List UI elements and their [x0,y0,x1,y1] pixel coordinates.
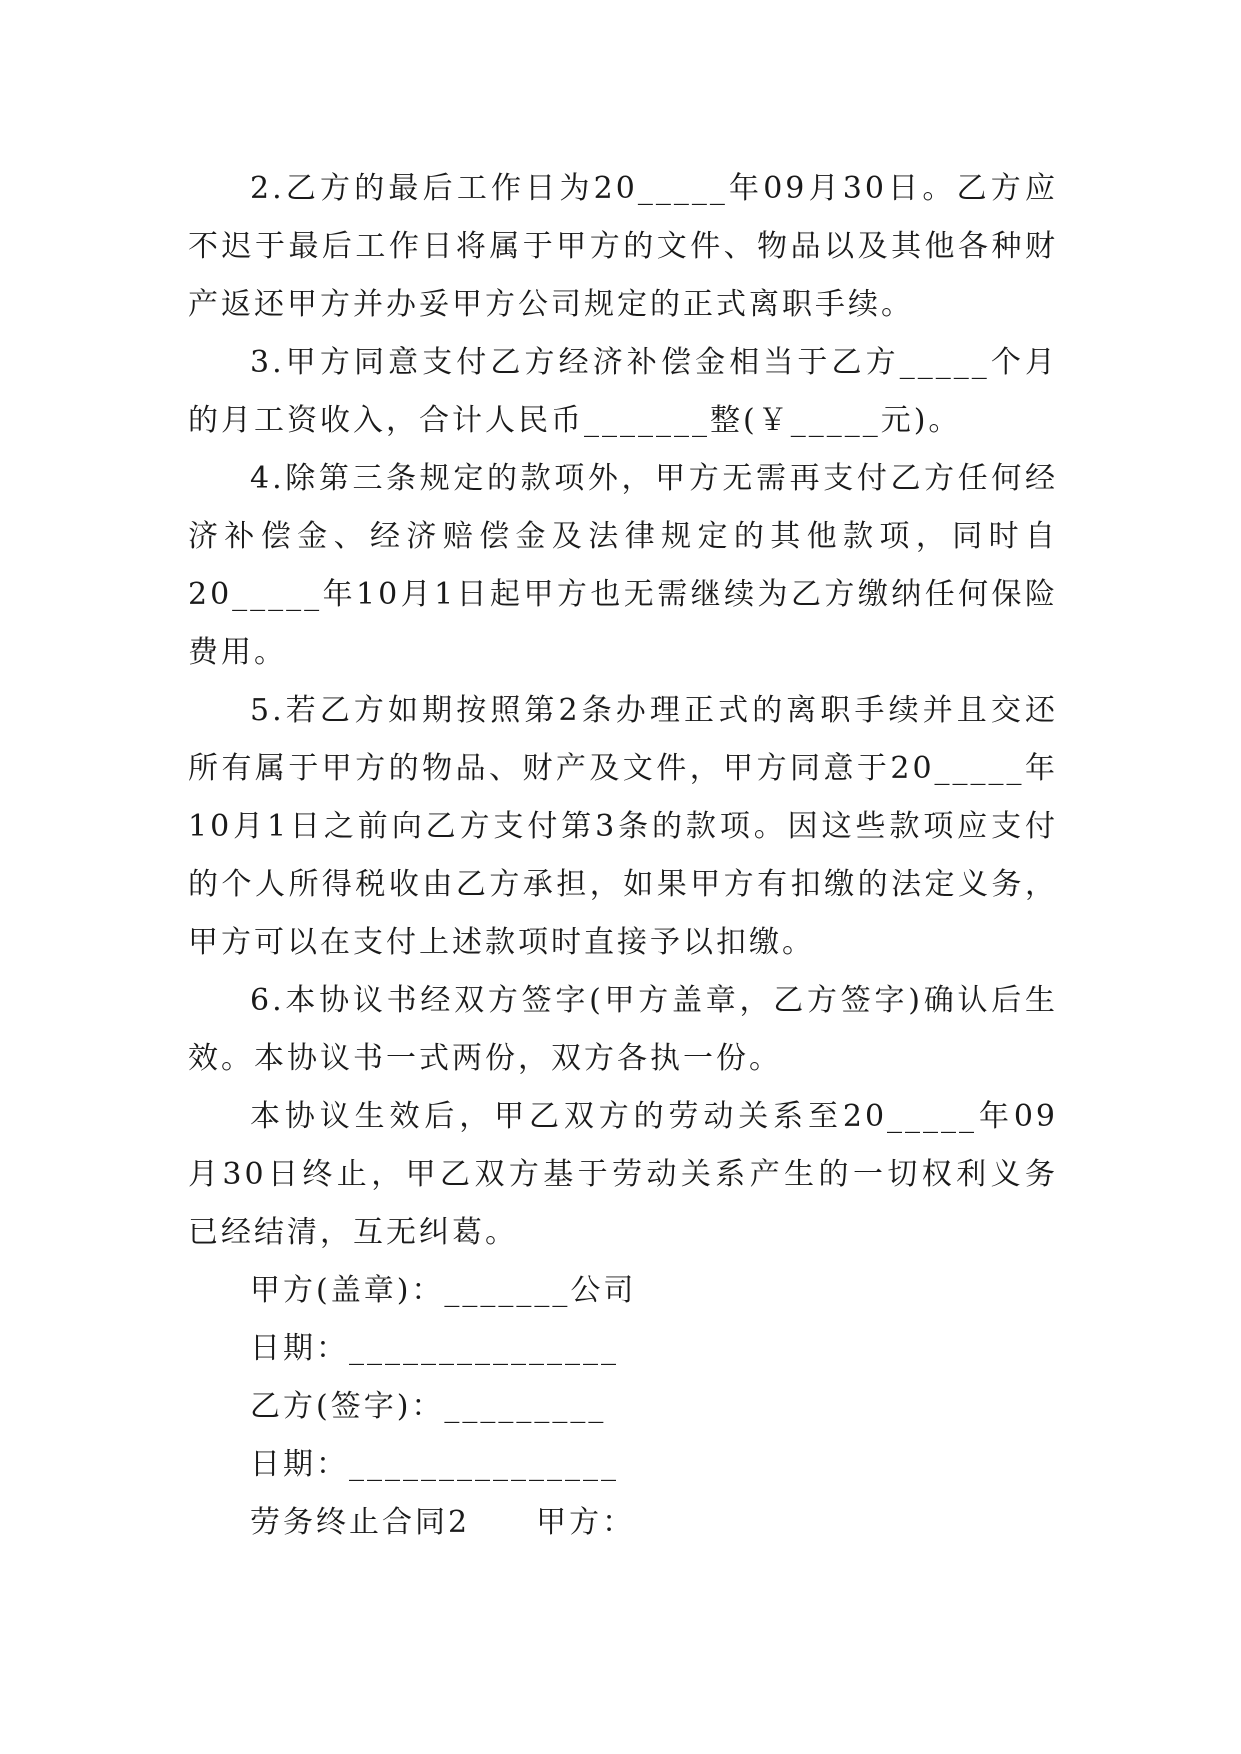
clause-6-line-1: 6.本协议书经双方签字(甲方盖章，乙方签字)确认后生 [250,983,1058,1018]
party-b-date-line: 日期：_______________ [250,1447,619,1482]
clause-4-line-1: 4.除第三条规定的款项外，甲方无需再支付乙方任何经 [250,461,1058,496]
clause-2-line-3: 产返还甲方并办妥甲方公司规定的正式离职手续。 [188,287,914,322]
effect-line-1: 本协议生效后，甲乙双方的劳动关系至20_____年09 [250,1099,1058,1134]
clause-3-line-2: 的月工资收入，合计人民币_______整(￥_____元)。 [188,403,962,438]
party-a-date-line: 日期：_______________ [250,1331,619,1366]
clause-3-line-1: 3.甲方同意支付乙方经济补偿金相当于乙方_____个月 [250,345,1058,380]
party-a-seal-line: 甲方(盖章)：_______公司 [250,1273,637,1308]
clause-5-line-5: 甲方可以在支付上述款项时直接予以扣缴。 [188,925,815,960]
clause-4-line-4: 费用。 [188,635,287,670]
document-page [188,160,1058,1552]
clause-5-line-4: 的个人所得税收由乙方承担，如果甲方有扣缴的法定义务， [188,867,1058,902]
clause-2-line-2: 不迟于最后工作日将属于甲方的文件、物品以及其他各种财 [188,229,1058,264]
next-contract-heading: 劳务终止合同2 甲方： [250,1505,636,1540]
clause-5-line-1: 5.若乙方如期按照第2条办理正式的离职手续并且交还 [250,693,1058,728]
effect-line-2: 月30日终止，甲乙双方基于劳动关系产生的一切权利义务 [188,1157,1058,1192]
clause-6-line-2: 效。本协议书一式两份，双方各执一份。 [188,1041,782,1076]
clause-5-line-3: 10月1日之前向乙方支付第3条的款项。因这些款项应支付 [188,809,1058,844]
effect-line-3: 已经结清，互无纠葛。 [188,1215,518,1250]
party-b-signature-line: 乙方(签字)：_________ [250,1389,607,1424]
clause-4-line-3: 20_____年10月1日起甲方也无需继续为乙方缴纳任何保险 [188,577,1058,612]
clause-2-line-1: 2.乙方的最后工作日为20_____年09月30日。乙方应 [250,171,1058,206]
clause-4-line-2: 济补偿金、经济赔偿金及法律规定的其他款项，同时自 [188,519,1058,554]
clause-5-line-2: 所有属于甲方的物品、财产及文件，甲方同意于20_____年 [188,751,1058,786]
